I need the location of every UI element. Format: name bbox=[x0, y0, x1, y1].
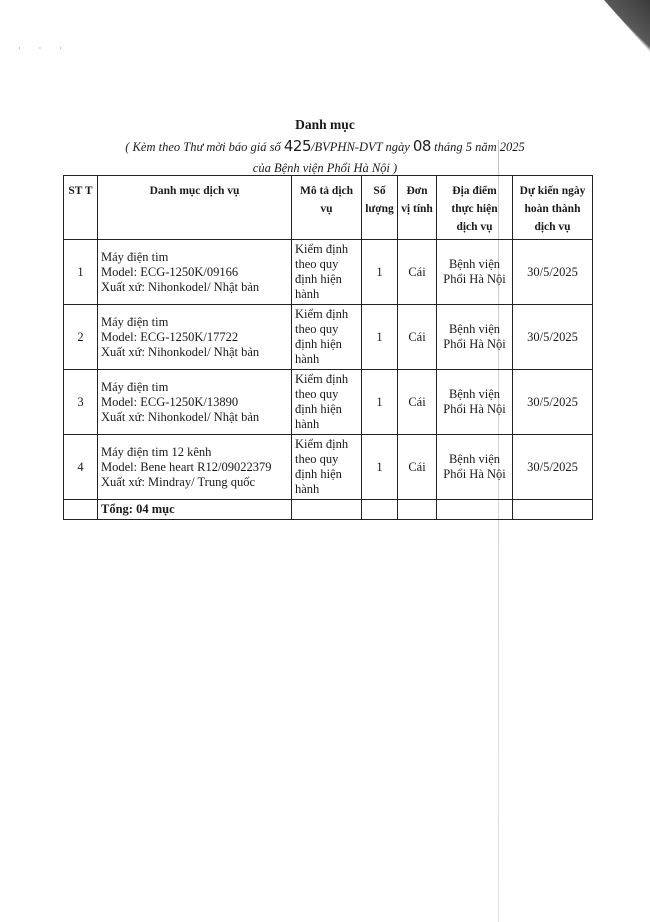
cell-stt: 3 bbox=[64, 370, 98, 435]
cell-description: Kiểm định theo quy định hiện hành bbox=[292, 370, 362, 435]
cell-location: Bệnh viện Phổi Hà Nội bbox=[437, 305, 513, 370]
cell-description: Kiểm định theo quy định hiện hành bbox=[292, 305, 362, 370]
service-model: Model: Bene heart R12/09022379 bbox=[101, 459, 272, 474]
handwritten-letter-number: 425 bbox=[283, 137, 312, 155]
header-stt: ST T bbox=[64, 176, 98, 240]
subtitle-middle: /BVPHN-DVT ngày bbox=[311, 140, 413, 154]
table-row bbox=[64, 305, 593, 370]
service-name: Máy điện tim bbox=[101, 249, 169, 264]
header-location: Địa điểm thực hiện dịch vụ bbox=[437, 176, 513, 240]
service-origin: Xuất xứ: Mindray/ Trung quốc bbox=[101, 474, 255, 489]
service-model: Model: ECG-1250K/13890 bbox=[101, 394, 239, 409]
cell-description: Kiểm định theo quy định hiện hành bbox=[292, 240, 362, 305]
header-completion: Dự kiến ngày hoàn thành dịch vụ bbox=[513, 176, 593, 240]
cell-completion: 30/5/2025 bbox=[513, 240, 593, 305]
cell-total-empty bbox=[437, 500, 513, 520]
cell-total-empty bbox=[513, 500, 593, 520]
cell-service bbox=[98, 305, 292, 370]
table-total-row bbox=[64, 500, 593, 520]
cell-service bbox=[98, 240, 292, 305]
document-title: Danh mục bbox=[295, 117, 355, 132]
header-quantity: Số lượng bbox=[362, 176, 398, 240]
cell-location: Bệnh viện Phổi Hà Nội bbox=[437, 240, 513, 305]
service-name: Máy điện tim bbox=[101, 314, 169, 329]
service-origin: Xuất xứ: Nihonkodel/ Nhật bản bbox=[101, 409, 260, 424]
cell-unit: Cái bbox=[398, 240, 437, 305]
cell-stt: 2 bbox=[64, 305, 98, 370]
cell-location: Bệnh viện Phổi Hà Nội bbox=[437, 370, 513, 435]
cell-quantity: 1 bbox=[362, 240, 398, 305]
cell-total-empty bbox=[398, 500, 437, 520]
service-name: Máy điện tim 12 kênh bbox=[101, 444, 212, 459]
service-model: Model: ECG-1250K/09166 bbox=[101, 264, 239, 279]
table-row bbox=[64, 370, 593, 435]
service-list-table bbox=[63, 175, 593, 520]
service-origin: Xuất xứ: Nihonkodel/ Nhật bản bbox=[101, 344, 260, 359]
cell-unit: Cái bbox=[398, 305, 437, 370]
scan-specks: · · · bbox=[18, 44, 70, 53]
document-subtitle-issuer: của Bệnh viện Phổi Hà Nội ) bbox=[252, 161, 398, 175]
cell-quantity: 1 bbox=[362, 435, 398, 500]
service-origin: Xuất xứ: Nihonkodel/ Nhật bản bbox=[101, 279, 260, 294]
cell-quantity: 1 bbox=[362, 305, 398, 370]
cell-unit: Cái bbox=[398, 435, 437, 500]
service-name: Máy điện tim bbox=[101, 379, 169, 394]
service-model: Model: ECG-1250K/17722 bbox=[101, 329, 239, 344]
cell-completion: 30/5/2025 bbox=[513, 305, 593, 370]
table-row bbox=[64, 435, 593, 500]
table-header-row bbox=[64, 176, 593, 240]
document-subtitle bbox=[0, 137, 650, 155]
subtitle-suffix: tháng 5 năm 2025 bbox=[430, 140, 525, 154]
cell-completion: 30/5/2025 bbox=[513, 435, 593, 500]
cell-total: Tổng: 04 mục bbox=[98, 500, 292, 520]
header-unit: Đơn vị tính bbox=[398, 176, 437, 240]
cell-description: Kiểm định theo quy định hiện hành bbox=[292, 435, 362, 500]
cell-completion: 30/5/2025 bbox=[513, 370, 593, 435]
handwritten-day: 08 bbox=[412, 137, 431, 155]
cell-total-empty bbox=[292, 500, 362, 520]
cell-stt: 4 bbox=[64, 435, 98, 500]
header-service: Danh mục dịch vụ bbox=[98, 176, 292, 240]
cell-total-empty bbox=[64, 500, 98, 520]
cell-stt: 1 bbox=[64, 240, 98, 305]
cell-location: Bệnh viện Phổi Hà Nội bbox=[437, 435, 513, 500]
subtitle-prefix: ( Kèm theo Thư mời báo giá số bbox=[125, 140, 284, 154]
header-description: Mô tả dịch vụ bbox=[292, 176, 362, 240]
table-row bbox=[64, 240, 593, 305]
cell-quantity: 1 bbox=[362, 370, 398, 435]
cell-service bbox=[98, 370, 292, 435]
page-corner-fold bbox=[604, 0, 650, 52]
cell-total-empty bbox=[362, 500, 398, 520]
cell-service bbox=[98, 435, 292, 500]
cell-unit: Cái bbox=[398, 370, 437, 435]
